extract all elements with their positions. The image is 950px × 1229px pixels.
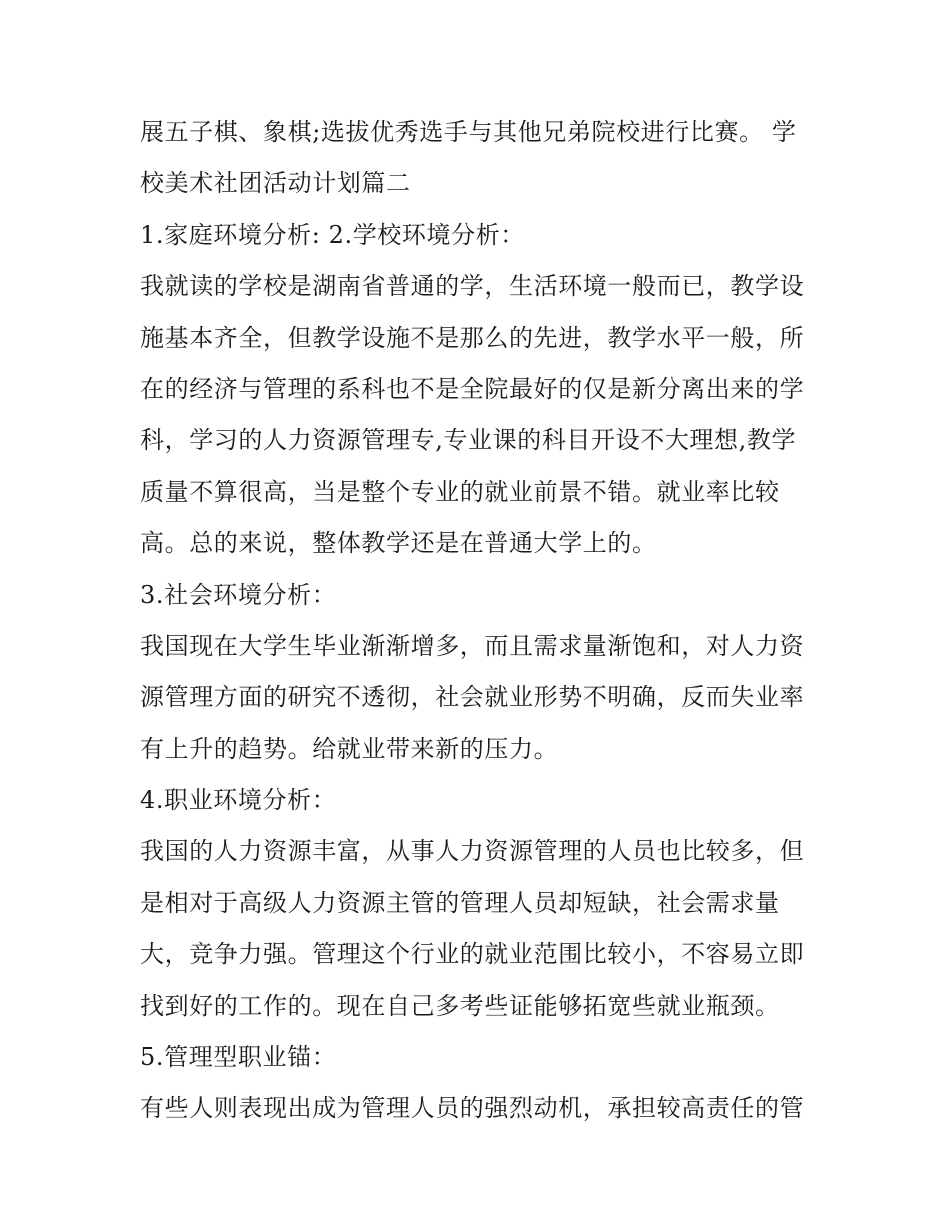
text-line: 是相对于高级人力资源主管的管理人员却短缺，社会需求量 <box>140 888 780 917</box>
text-line: 展五子棋、象棋;选拔优秀选手与其他兄弟院校进行比赛。 学 <box>140 118 797 146</box>
text-line: 有些人则表现出成为管理人员的强烈动机，承担较高责任的管 <box>140 1094 805 1123</box>
body-text <box>140 107 820 1135</box>
text-line: 施基本齐全，但教学设施不是那么的先进，教学水平一般，所 <box>140 323 805 352</box>
text-line: 质量不算很高，当是整个专业的就业前景不错。就业率比较 <box>140 477 780 506</box>
text-line: 在的经济与管理的系科也不是全院最好的仅是新分离出来的学 <box>140 374 805 403</box>
text-line: 高。总的来说，整体教学还是在普通大学上的。 <box>140 529 657 558</box>
section-heading: 校美术社团活动计划篇二 <box>140 169 411 198</box>
text-line: 我国现在大学生毕业渐渐增多，而且需求量渐饱和，对人力资 <box>140 631 805 660</box>
section-heading: 1.家庭环境分析: 2.学校环境分析： <box>140 220 525 249</box>
section-heading: 4.职业环境分析： <box>140 786 337 815</box>
text-line: 我就读的学校是湖南省普通的学，生活环境一般而已，教学设 <box>140 272 805 301</box>
section-heading: 5.管理型职业锚： <box>140 1043 337 1072</box>
section-heading: 3.社会环境分析： <box>140 580 337 609</box>
text-line: 有上升的趋势。给就业带来新的压力。 <box>140 734 559 763</box>
text-line: 科，学习的人力资源管理专,专业课的科目开设不大理想,教学 <box>140 426 797 455</box>
text-line: 源管理方面的研究不透彻，社会就业形势不明确，反而失业率 <box>140 683 805 712</box>
text-line: 我国的人力资源丰富，从事人力资源管理的人员也比较多，但 <box>140 837 805 866</box>
text-line: 大，竞争力强。管理这个行业的就业范围比较小，不容易立即 <box>140 940 805 969</box>
text-line: 找到好的工作的。现在自己多考些证能够拓宽些就业瓶颈。 <box>140 991 780 1020</box>
